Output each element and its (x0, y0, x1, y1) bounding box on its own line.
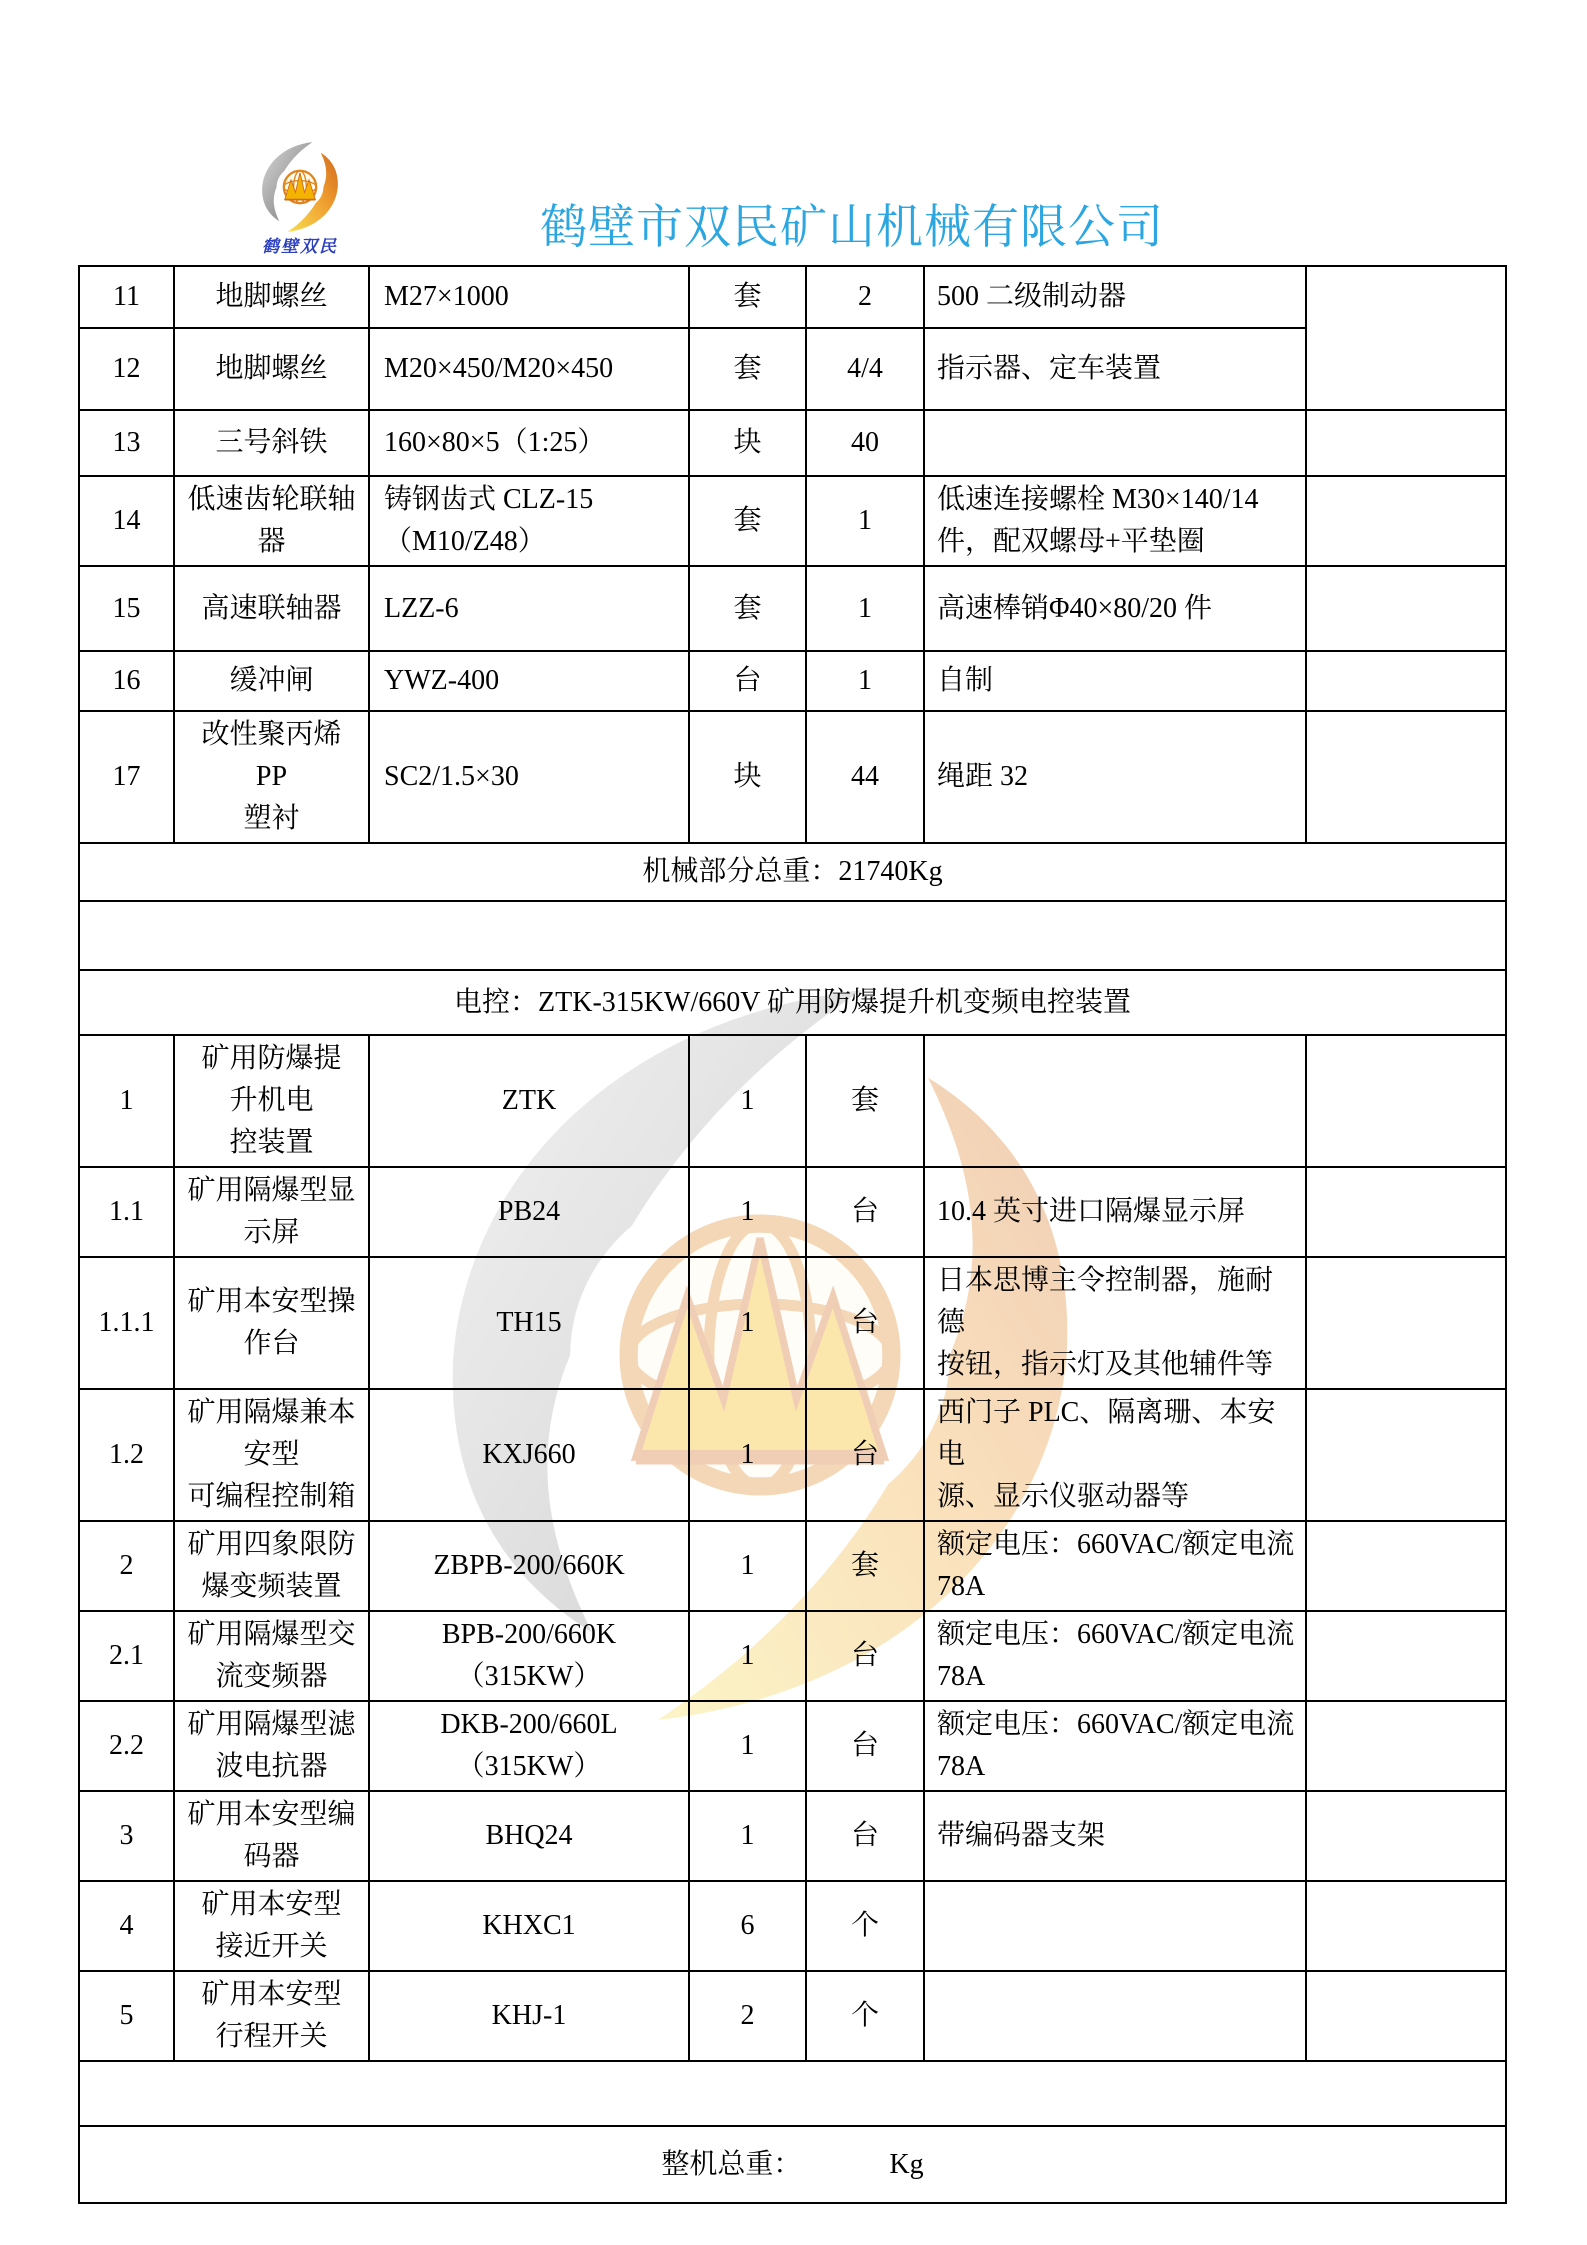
cell-unit: 套 (806, 1521, 924, 1611)
cell-qty: 1 (689, 1701, 806, 1791)
cell-qty: 1 (689, 1389, 806, 1521)
cell-remark: 额定电压：660VAC/额定电流 78A (924, 1701, 1306, 1791)
cell-remark: 500 二级制动器 (924, 266, 1306, 328)
table-row (79, 266, 1506, 328)
table-row (79, 1791, 1506, 1881)
table-row (79, 566, 1506, 651)
cell-name: 矿用隔爆型滤 波电抗器 (174, 1701, 369, 1791)
table-row (79, 328, 1506, 410)
cell-remark: 额定电压：660VAC/额定电流 78A (924, 1611, 1306, 1701)
cell-extra (1306, 1257, 1506, 1389)
cell-extra (1306, 566, 1506, 651)
cell-name: 高速联轴器 (174, 566, 369, 651)
cell-spec: PB24 (369, 1167, 689, 1257)
spacer-row (79, 901, 1506, 970)
cell-name: 低速齿轮联轴 器 (174, 476, 369, 566)
cell-spec: ZBPB-200/660K (369, 1521, 689, 1611)
final-total-row (79, 2126, 1506, 2203)
cell-extra (1306, 711, 1506, 843)
cell-remark (924, 1881, 1306, 1971)
table-row (79, 651, 1506, 711)
table-row (79, 711, 1506, 843)
cell-remark: 指示器、定车装置 (924, 328, 1306, 410)
cell-serial: 15 (79, 566, 174, 651)
cell-remark: 10.4 英寸进口隔爆显示屏 (924, 1167, 1306, 1257)
cell-spec: KHXC1 (369, 1881, 689, 1971)
cell-qty: 1 (689, 1611, 806, 1701)
cell-remark: 低速连接螺栓 M30×140/14 件，配双螺母+平垫圈 (924, 476, 1306, 566)
cell-unit: 套 (689, 476, 806, 566)
electric-section-title: 电控：ZTK-315KW/660V 矿用防爆提升机变频电控装置 (79, 970, 1506, 1035)
electric-section-title-row (79, 970, 1506, 1035)
cell-unit: 台 (806, 1257, 924, 1389)
mechanical-total: 机械部分总重：21740Kg (79, 843, 1506, 901)
table-row (79, 1035, 1506, 1167)
cell-spec: DKB-200/660L（315KW） (369, 1701, 689, 1791)
cell-spec: SC2/1.5×30 (369, 711, 689, 843)
cell-qty: 2 (806, 266, 924, 328)
cell-qty: 1 (806, 476, 924, 566)
table-row (79, 1389, 1506, 1521)
spacer-cell (79, 2061, 1506, 2126)
cell-remark: 绳距 32 (924, 711, 1306, 843)
cell-serial: 1.1.1 (79, 1257, 174, 1389)
cell-unit: 个 (806, 1971, 924, 2061)
cell-extra (1306, 1971, 1506, 2061)
table-row (79, 410, 1506, 476)
cell-serial: 1.1 (79, 1167, 174, 1257)
cell-spec: 铸钢齿式 CLZ-15 （M10/Z48） (369, 476, 689, 566)
cell-qty: 1 (689, 1167, 806, 1257)
cell-remark: 额定电压：660VAC/额定电流 78A (924, 1521, 1306, 1611)
cell-serial: 17 (79, 711, 174, 843)
cell-extra (1306, 476, 1506, 566)
spacer-cell (79, 901, 1506, 970)
cell-name: 矿用本安型 接近开关 (174, 1881, 369, 1971)
cell-qty: 1 (689, 1035, 806, 1167)
cell-unit: 块 (689, 410, 806, 476)
company-logo-icon (252, 142, 348, 232)
cell-extra (1306, 1389, 1506, 1521)
table-row (79, 1257, 1506, 1389)
cell-extra (1306, 651, 1506, 711)
cell-name: 矿用本安型 行程开关 (174, 1971, 369, 2061)
cell-serial: 2.2 (79, 1701, 174, 1791)
cell-serial: 11 (79, 266, 174, 328)
cell-spec: KHJ-1 (369, 1971, 689, 2061)
cell-remark: 西门子 PLC、隔离珊、本安电 源、显示仪驱动器等 (924, 1389, 1306, 1521)
cell-unit: 台 (806, 1389, 924, 1521)
cell-extra (1306, 1521, 1506, 1611)
cell-name: 改性聚丙烯 PP 塑衬 (174, 711, 369, 843)
mechanical-total-row (79, 843, 1506, 901)
cell-serial: 16 (79, 651, 174, 711)
cell-spec: BHQ24 (369, 1791, 689, 1881)
cell-serial: 13 (79, 410, 174, 476)
final-total-cell (79, 2126, 1506, 2203)
cell-unit: 台 (806, 1701, 924, 1791)
equipment-table (78, 265, 1507, 2204)
cell-qty: 6 (689, 1881, 806, 1971)
cell-spec: TH15 (369, 1257, 689, 1389)
cell-remark: 自制 (924, 651, 1306, 711)
cell-name: 地脚螺丝 (174, 328, 369, 410)
cell-extra (1306, 410, 1506, 476)
table-row (79, 1611, 1506, 1701)
cell-qty: 44 (806, 711, 924, 843)
logo-caption: 鹤壁双民 (262, 237, 338, 256)
cell-qty: 1 (689, 1791, 806, 1881)
cell-extra (1306, 1701, 1506, 1791)
final-total-label: 整机总重： (661, 2148, 802, 2180)
cell-spec: YWZ-400 (369, 651, 689, 711)
cell-qty: 1 (689, 1521, 806, 1611)
cell-unit: 块 (689, 711, 806, 843)
company-name-title: 鹤壁市双民矿山机械有限公司 (540, 202, 1164, 254)
cell-serial: 12 (79, 328, 174, 410)
cell-unit: 台 (806, 1791, 924, 1881)
cell-extra (1306, 1881, 1506, 1971)
cell-remark: 日本思博主令控制器，施耐德 按钮，指示灯及其他辅件等 (924, 1257, 1306, 1389)
cell-unit: 个 (806, 1881, 924, 1971)
cell-serial: 2 (79, 1521, 174, 1611)
cell-name: 缓冲闸 (174, 651, 369, 711)
cell-unit: 套 (806, 1035, 924, 1167)
cell-unit: 套 (689, 328, 806, 410)
cell-remark (924, 1035, 1306, 1167)
cell-remark (924, 1971, 1306, 2061)
table-row (79, 1701, 1506, 1791)
table-row (79, 1167, 1506, 1257)
cell-serial: 1 (79, 1035, 174, 1167)
cell-name: 三号斜铁 (174, 410, 369, 476)
cell-serial: 1.2 (79, 1389, 174, 1521)
cell-serial: 4 (79, 1881, 174, 1971)
table-row (79, 1881, 1506, 1971)
cell-serial: 2.1 (79, 1611, 174, 1701)
cell-serial: 5 (79, 1971, 174, 2061)
cell-unit: 台 (806, 1167, 924, 1257)
table-row (79, 476, 1506, 566)
cell-spec: ZTK (369, 1035, 689, 1167)
table-row (79, 1971, 1506, 2061)
cell-unit: 台 (806, 1611, 924, 1701)
cell-extra (1306, 1611, 1506, 1701)
cell-extra (1306, 1791, 1506, 1881)
cell-extra (1306, 1035, 1506, 1167)
cell-name: 矿用本安型编 码器 (174, 1791, 369, 1881)
cell-name: 矿用本安型操 作台 (174, 1257, 369, 1389)
cell-qty: 1 (806, 566, 924, 651)
cell-extra (1306, 1167, 1506, 1257)
cell-name: 地脚螺丝 (174, 266, 369, 328)
cell-qty: 40 (806, 410, 924, 476)
cell-serial: 14 (79, 476, 174, 566)
cell-unit: 套 (689, 266, 806, 328)
cell-extra (1306, 266, 1506, 410)
cell-unit: 套 (689, 566, 806, 651)
cell-qty: 1 (689, 1257, 806, 1389)
cell-name: 矿用四象限防 爆变频装置 (174, 1521, 369, 1611)
cell-qty: 2 (689, 1971, 806, 2061)
cell-spec: BPB-200/660K（315KW） (369, 1611, 689, 1701)
cell-qty: 4/4 (806, 328, 924, 410)
cell-spec: M27×1000 (369, 266, 689, 328)
cell-spec: LZZ-6 (369, 566, 689, 651)
final-total-unit: Kg (889, 2148, 924, 2180)
cell-serial: 3 (79, 1791, 174, 1881)
cell-spec: 160×80×5（1:25） (369, 410, 689, 476)
cell-spec: KXJ660 (369, 1389, 689, 1521)
cell-unit: 台 (689, 651, 806, 711)
cell-name: 矿用隔爆兼本 安型 可编程控制箱 (174, 1389, 369, 1521)
cell-remark (924, 410, 1306, 476)
cell-spec: M20×450/M20×450 (369, 328, 689, 410)
table-row (79, 1521, 1506, 1611)
cell-name: 矿用隔爆型交 流变频器 (174, 1611, 369, 1701)
cell-qty: 1 (806, 651, 924, 711)
spacer-row (79, 2061, 1506, 2126)
cell-name: 矿用防爆提 升机电 控装置 (174, 1035, 369, 1167)
cell-remark: 高速棒销Φ40×80/20 件 (924, 566, 1306, 651)
cell-name: 矿用隔爆型显 示屏 (174, 1167, 369, 1257)
cell-remark: 带编码器支架 (924, 1791, 1306, 1881)
